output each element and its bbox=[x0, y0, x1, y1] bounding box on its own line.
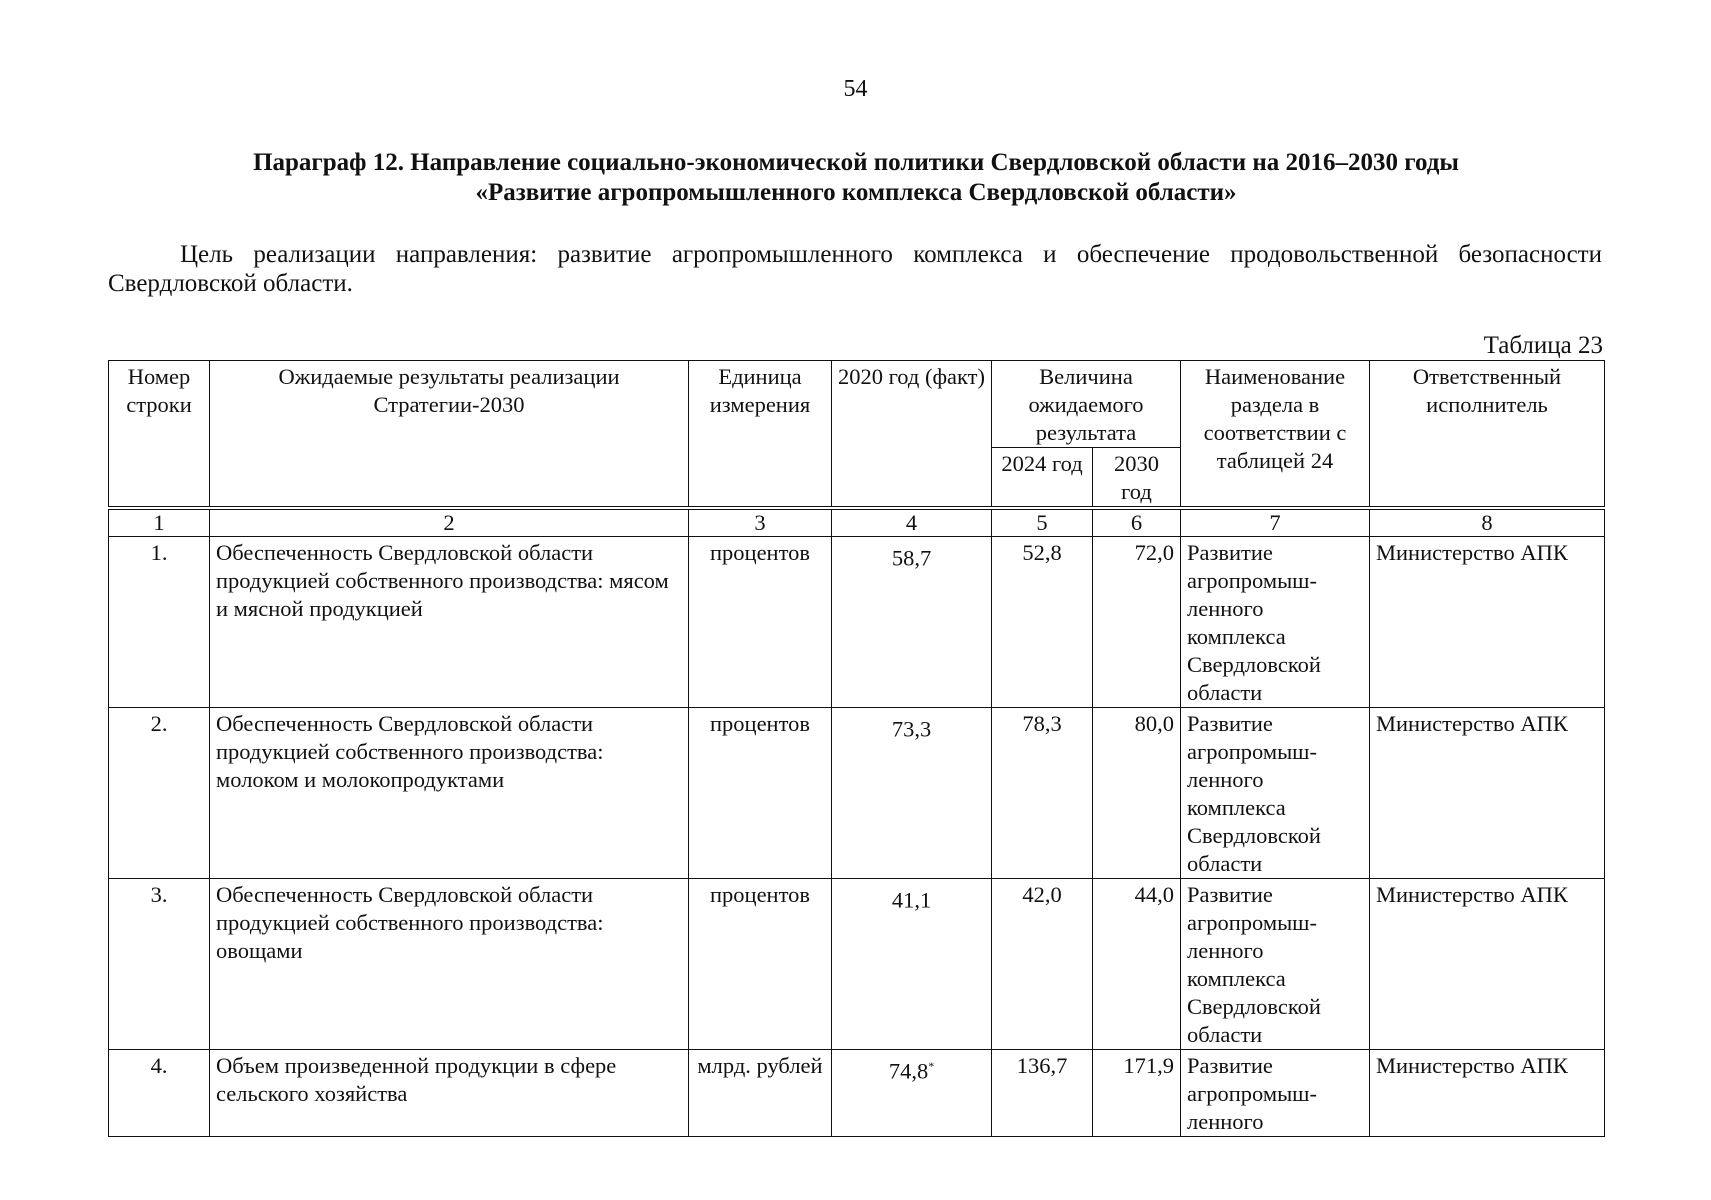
section-heading bbox=[108, 148, 1604, 208]
fact-2020-value: 73,3 bbox=[891, 716, 932, 742]
column-number: 2 bbox=[210, 508, 689, 537]
column-number: 7 bbox=[1181, 508, 1370, 537]
header-row bbox=[109, 361, 1605, 448]
column-numbers-row bbox=[109, 508, 1605, 537]
responsible-cell: Министерство АПК bbox=[1370, 1050, 1605, 1137]
unit-cell: процентов bbox=[689, 879, 832, 1050]
unit-cell: процентов bbox=[689, 537, 832, 708]
unit-cell: млрд. рублей bbox=[689, 1050, 832, 1137]
responsible-cell: Министерство АПК bbox=[1370, 879, 1605, 1050]
column-number: 3 bbox=[689, 508, 832, 537]
header-unit: Единица измерения bbox=[689, 361, 832, 509]
table-row bbox=[109, 708, 1605, 879]
goal-text: Цель реализации направления: развитие агропромышленного комплекса и обеспечение продовольственной безопасности Свердловской области. bbox=[108, 241, 1602, 297]
fact-2020-value: 58,7 bbox=[891, 545, 932, 571]
row-number: 1. bbox=[109, 537, 210, 708]
result-description: Обеспеченность Свердловской области продукцией собственного производства: овощами bbox=[210, 879, 689, 1050]
unit-cell: процентов bbox=[689, 708, 832, 879]
header-expected-result: Величина ожидаемого результата bbox=[992, 361, 1181, 448]
section-cell: Развитие агропромыш-ленного комплекса Свердловской области bbox=[1181, 537, 1370, 708]
value-2030-cell: 80,0 bbox=[1093, 708, 1181, 879]
fact-2020-cell bbox=[832, 1050, 992, 1137]
column-number: 1 bbox=[109, 508, 210, 537]
value-2024-cell: 52,8 bbox=[992, 537, 1093, 708]
fact-2020-cell bbox=[832, 879, 992, 1050]
table-row bbox=[109, 879, 1605, 1050]
footnote-mark: * bbox=[928, 1059, 935, 1073]
column-number: 6 bbox=[1093, 508, 1181, 537]
section-cell: Развитие агропромыш-ленного комплекса Свердловской области bbox=[1181, 708, 1370, 879]
row-number: 3. bbox=[109, 879, 210, 1050]
column-number: 8 bbox=[1370, 508, 1605, 537]
fact-2020-cell bbox=[832, 708, 992, 879]
page-number: 54 bbox=[843, 76, 868, 102]
row-number: 4. bbox=[109, 1050, 210, 1137]
header-row-num: Номер строки bbox=[109, 361, 210, 509]
header-results: Ожидаемые результаты реализации Стратегии-2030 bbox=[210, 361, 689, 509]
header-2030: 2030 год bbox=[1093, 448, 1181, 509]
section-cell: Развитие агропромыш-ленного bbox=[1181, 1050, 1370, 1137]
header-responsible: Ответственный исполнитель bbox=[1370, 361, 1605, 509]
value-2030-cell: 171,9 bbox=[1093, 1050, 1181, 1137]
fact-2020-cell bbox=[832, 537, 992, 708]
table-label: Таблица 23 bbox=[1483, 332, 1603, 359]
heading-line-2: «Развитие агропромышленного комплекса Свердловской области» bbox=[475, 179, 1237, 206]
value-2024-cell: 78,3 bbox=[992, 708, 1093, 879]
value-2024-cell: 42,0 bbox=[992, 879, 1093, 1050]
header-fact-2020: 2020 год (факт) bbox=[832, 361, 992, 509]
heading-line-1: Параграф 12. Направление социально-экономической политики Свердловской области на 2016–2030 годы bbox=[253, 149, 1459, 176]
row-number: 2. bbox=[109, 708, 210, 879]
responsible-cell: Министерство АПК bbox=[1370, 537, 1605, 708]
result-description: Обеспеченность Свердловской области продукцией собственного производства: мясом и мясной продукцией bbox=[210, 537, 689, 708]
result-description: Обеспеченность Свердловской области продукцией собственного производства: молоком и молокопродуктами bbox=[210, 708, 689, 879]
column-number: 5 bbox=[992, 508, 1093, 537]
value-2024-cell: 136,7 bbox=[992, 1050, 1093, 1137]
header-2024: 2024 год bbox=[992, 448, 1093, 509]
table-row bbox=[109, 537, 1605, 708]
header-section: Наименование раздела в соответствии с таблицей 24 bbox=[1181, 361, 1370, 509]
result-description: Объем произведенной продукции в сфере сельского хозяйства bbox=[210, 1050, 689, 1137]
fact-2020-value: 41,1 bbox=[891, 887, 932, 913]
value-2030-cell: 72,0 bbox=[1093, 537, 1181, 708]
fact-2020-value: 74,8 bbox=[888, 1058, 929, 1084]
results-table bbox=[108, 360, 1605, 1137]
responsible-cell: Министерство АПК bbox=[1370, 708, 1605, 879]
value-2030-cell: 44,0 bbox=[1093, 879, 1181, 1050]
section-cell: Развитие агропромыш-ленного комплекса Свердловской области bbox=[1181, 879, 1370, 1050]
column-number: 4 bbox=[832, 508, 992, 537]
goal-paragraph bbox=[108, 240, 1602, 298]
table-row bbox=[109, 1050, 1605, 1137]
